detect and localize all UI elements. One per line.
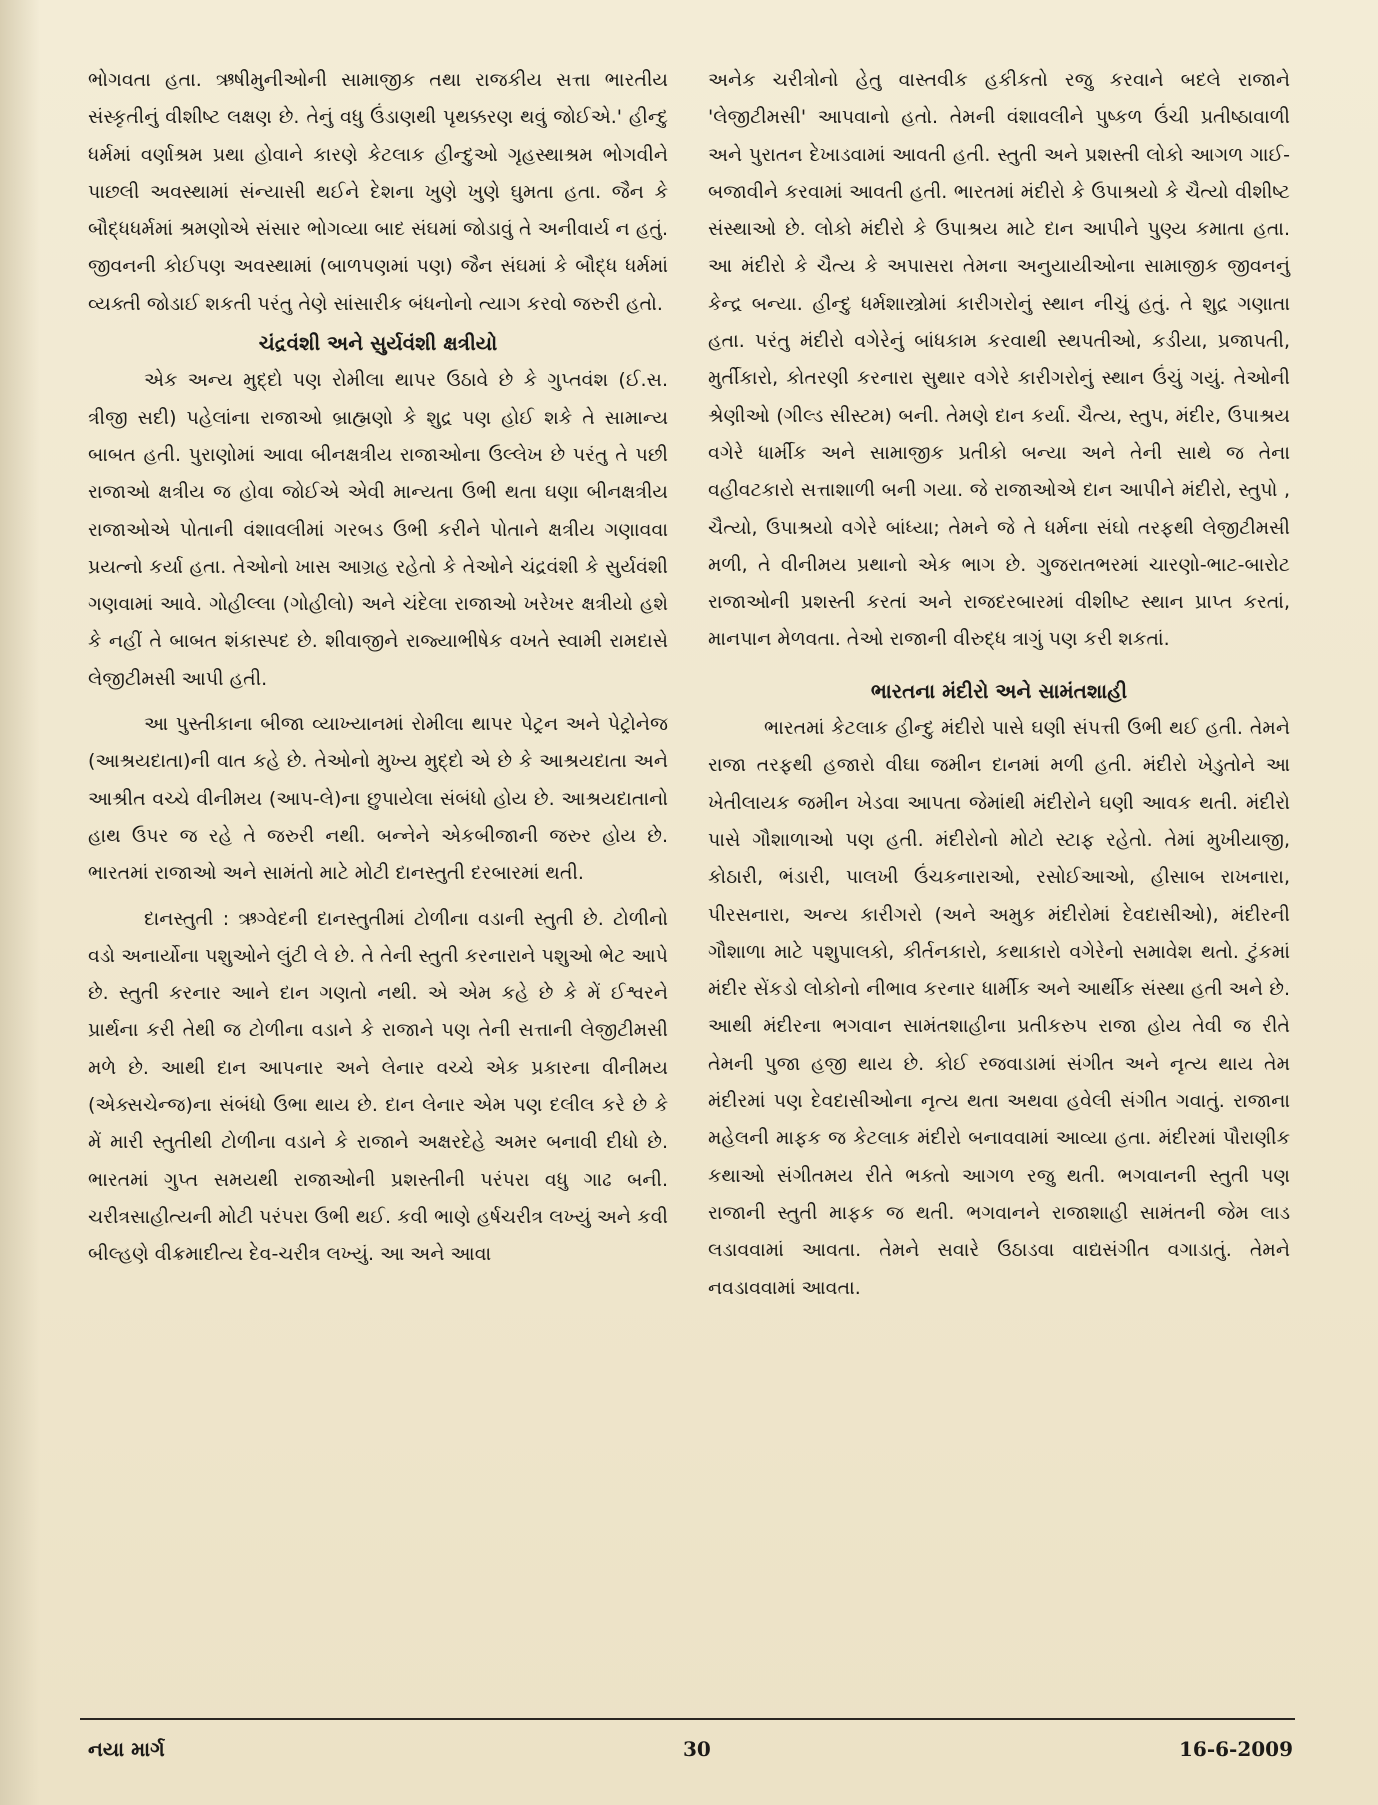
body-paragraph: એક અન્ય મુદ્દો પણ રોમીલા થાપર ઉઠાવે છે કે ગુપ્તવંશ (ઈ.સ. ત્રીજી સદી) પહેલાંના રાજાઓ બ્રાહ્મણો કે શુદ્ર પણ હોઈ શકે તે સામાન્ય બાબત હતી. પુરાણોમાં આવા બીનક્ષત્રીય રાજાઓના ઉલ્લેખ છે પરંતુ તે પછી રાજાઓ ક્ષત્રીય જ હોવા જોઈએ એવી માન્યતા ઉભી થતા ઘણા બીનક્ષત્રીય રાજાઓએ પોતાની વંશાવલીમાં ગરબડ ઉભી કરીને પોતાને ક્ષત્રીય ગણાવવા પ્રયત્નો કર્યા હતા. તેઓનો ખાસ આગ્રહ રહેતો કે તેઓને ચંદ્રવંશી કે સુર્યવંશી ગણવામાં આવે. ગોહીલ્લા (ગોહીલો) અને ચંદેલા રાજાઓ ખરેખર ક્ષત્રીયો હશે કે નહીં તે બાબત શંકાસ્પદ છે. શીવાજીને રાજ્યાભીષેક વખતે સ્વામી રામદાસે લેજીટીમસી આપી હતી. (88, 369, 668, 690)
section-heading-mandiro: ભારતના મંદીરો અને સામંતશાહી (870, 678, 1128, 703)
footer-divider (80, 1718, 1295, 1720)
page-footer (88, 1737, 1293, 1777)
page-number: 30 (683, 1737, 711, 1761)
body-paragraph: ભોગવતા હતા. ઋષીમુનીઓની સામાજીક તથા રાજકીય સત્તા ભારતીય સંસ્કૃતીનું વીશીષ્ટ લક્ષણ છે. તેનું વધુ ઉંડાણથી પૃથક્કરણ થવું જોઈએ.' હીન્દુ ધર્મમાં વર્ણાશ્રમ પ્રથા હોવાને કારણે કેટલાક હીન્દુઓ ગૃહસ્થાશ્રમ ભોગવીને પાછલી અવસ્થામાં સંન્યાસી થઈને દેશના ખુણે ખુણે ઘુમતા હતા. જૈન કે બૌદ્ધધર્મમાં શ્રમણોએ સંસાર ભોગવ્યા બાદ સંઘમાં જોડાવું તે અનીવાર્ય ન હતું. જીવનની કોઈપણ અવસ્થામાં (બાળપણમાં પણ) જૈન સંઘમાં કે બૌદ્ધ ધર્મમાં વ્યક્તી જોડાઈ શકતી પરંતુ તેણે સાંસારીક બંધનોનો ત્યાગ કરવો જરુરી હતો. (88, 69, 668, 315)
issue-date: 16-6-2009 (1178, 1737, 1293, 1761)
right-column (708, 62, 1290, 1307)
section-heading-chandravanshi: ચંદ્રવંશી અને સુર્યવંશી ક્ષત્રીયો (258, 331, 498, 356)
body-paragraph: ભારતમાં કેટલાક હીન્દુ મંદીરો પાસે ઘણી સંપત્તી ઉભી થઈ હતી. તેમને રાજા તરફથી હજારો વીઘા જમીન દાનમાં મળી હતી. મંદીરો ખેડુતોને આ ખેતીલાયક જમીન ખેડવા આપતા જેમાંથી મંદીરોને ઘણી આવક થતી. મંદીરો પાસે ગૌશાળાઓ પણ હતી. મંદીરોનો મોટો સ્ટાફ રહેતો. તેમાં મુખીયાજી, કોઠારી, ભંડારી, પાલખી ઉંચકનારાઓ, રસોઈઆઓ, હીસાબ રાખનારા, પીરસનારા, અન્ય કારીગરો (અને અમુક મંદીરોમાં દેવદાસીઓ), મંદીરની ગૌશાળા માટે પશુપાલકો, કીર્તનકારો, કથાકારો વગેરેનો સમાવેશ થતો. ટુંકમાં મંદીર સેંકડો લોકોનો નીભાવ કરનાર ધાર્મીક અને આર્થીક સંસ્થા હતી અને છે. આથી મંદીરના ભગવાન સામંતશાહીના પ્રતીકરુપ રાજા હોય તેવી જ રીતે તેમની પુજા હજી થાય છે. કોઈ રજવાડામાં સંગીત અને નૃત્ય થાય તેમ મંદીરમાં પણ દેવદાસીઓના નૃત્ય થતા અથવા હવેલી સંગીત ગવાતું. રાજાના મહેલની માફક જ કેટલાક મંદીરો બનાવવામાં આવ્યા હતા. મંદીરમાં પૌરાણીક કથાઓ સંગીતમય રીતે ભક્તો આગળ રજુ થતી. ભગવાનની સ્તુતી પણ રાજાની સ્તુતી માફક જ થતી. ભગવાનને રાજાશાહી સામંતની જેમ લાડ લડાવવામાં આવતા. તેમને સવારે ઉઠાડવા વાદ્યસંગીત વગાડાતું. તેમને નવડાવવામાં આવતા. (708, 717, 1290, 1299)
left-column (88, 62, 668, 1274)
publication-name: નયા માર્ગ (88, 1737, 165, 1761)
body-paragraph: આ પુસ્તીકાના બીજા વ્યાખ્યાનમાં રોમીલા થાપર પેટ્રન અને પેટ્રોનેજ (આશ્રયદાતા)ની વાત કહે છે. તેઓનો મુખ્ય મુદ્દો એ છે કે આશ્રયદાતા અને આશ્રીત વચ્ચે વીનીમય (આપ-લે)ના છુપાયેલા સંબંધો હોય છે. આશ્રયદાતાનો હાથ ઉપર જ રહે તે જરુરી નથી. બન્નેને એકબીજાની જરુર હોય છે. ભારતમાં રાજાઓ અને સામંતો માટે મોટી દાનસ્તુતી દરબારમાં થતી. (88, 713, 668, 885)
body-paragraph: અનેક ચરીત્રોનો હેતુ વાસ્તવીક હકીકતો રજુ કરવાને બદલે રાજાને 'લેજીટીમસી' આપવાનો હતો. તેમની વંશાવલીને પુષ્કળ ઉંચી પ્રતીષ્ઠાવાળી અને પુરાતન દેખાડવામાં આવતી હતી. સ્તુતી અને પ્રશસ્તી લોકો આગળ ગાઈ-બજાવીને કરવામાં આવતી હતી. ભારતમાં મંદીરો કે ઉપાશ્રયો કે ચૈત્યો વીશીષ્ટ સંસ્થાઓ છે. લોકો મંદીરો કે ઉપાશ્રય માટે દાન આપીને પુણ્ય કમાતા હતા. આ મંદીરો કે ચૈત્ય કે અપાસરા તેમના અનુયાયીઓના સામાજીક જીવનનું કેન્દ્ર બન્યા. હીન્દુ ધર્મશાસ્ત્રોમાં કારીગરોનું સ્થાન નીચું હતું. તે શુદ્ર ગણાતા હતા. પરંતુ મંદીરો વગેરેનું બાંધકામ કરવાથી સ્થપતીઓ, કડીયા, પ્રજાપતી, મુર્તીકારો, કોતરણી કરનારા સુથાર વગેરે કારીગરોનું સ્થાન ઉંચું ગયું. તેઓની શ્રેણીઓ (ગીલ્ડ સીસ્ટમ) બની. તેમણે દાન કર્યા. ચૈત્ય, સ્તુપ, મંદીર, ઉપાશ્રય વગેરે ધાર્મીક અને સામાજીક પ્રતીકો બન્યા અને તેની સાથે જ તેના વહીવટકારો સત્તાશાળી બની ગયા. જે રાજાઓએ દાન આપીને મંદીરો, સ્તુપો , ચૈત્યો, ઉપાશ્રયો વગેરે બાંધ્યા; તેમને જે તે ધર્મના સંઘો તરફથી લેજીટીમસી મળી, તે વીનીમય પ્રથાનો એક ભાગ છે. ગુજરાતભરમાં ચારણો-ભાટ-બારોટ રાજાઓની પ્રશસ્તી કરતાં અને રાજદરબારમાં વીશીષ્ટ સ્થાન પ્રાપ્ત કરતાં, માનપાન મેળવતા. તેઓ રાજાની વીરુદ્ધ ત્રાગું પણ કરી શકતાં. (708, 69, 1290, 651)
body-paragraph: દાનસ્તુતી : ઋગ્વેદની દાનસ્તુતીમાં ટોળીના વડાની સ્તુતી છે. ટોળીનો વડો અનાર્યોના પશુઓને લુંટી લે છે. તે તેની સ્તુતી કરનારાને પશુઓ ભેટ આપે છે. સ્તુતી કરનાર આને દાન ગણતો નથી. એ એમ કહે છે કે મેં ઈશ્વરને પ્રાર્થના કરી તેથી જ ટોળીના વડાને કે રાજાને પણ તેની સત્તાની લેજીટીમસી મળે છે. આથી દાન આપનાર અને લેનાર વચ્ચે એક પ્રકારના વીનીમય (એક્સચેન્જ)ના સંબંધો ઉભા થાય છે. દાન લેનાર એમ પણ દલીલ કરે છે કે મેં મારી સ્તુતીથી ટોળીના વડાને કે રાજાને અક્ષરદેહે અમર બનાવી દીધો છે. ભારતમાં ગુપ્ત સમયથી રાજાઓની પ્રશસ્તીની પરંપરા વધુ ગાઢ બની. ચરીત્રસાહીત્યની મોટી પરંપરા ઉભી થઈ. કવી ભાણે હર્ષચરીત્ર લખ્યું અને કવી બીલ્હણે વીક્રમાદીત્ય દેવ-ચરીત્ર લખ્યું. આ અને આવા (88, 907, 668, 1266)
